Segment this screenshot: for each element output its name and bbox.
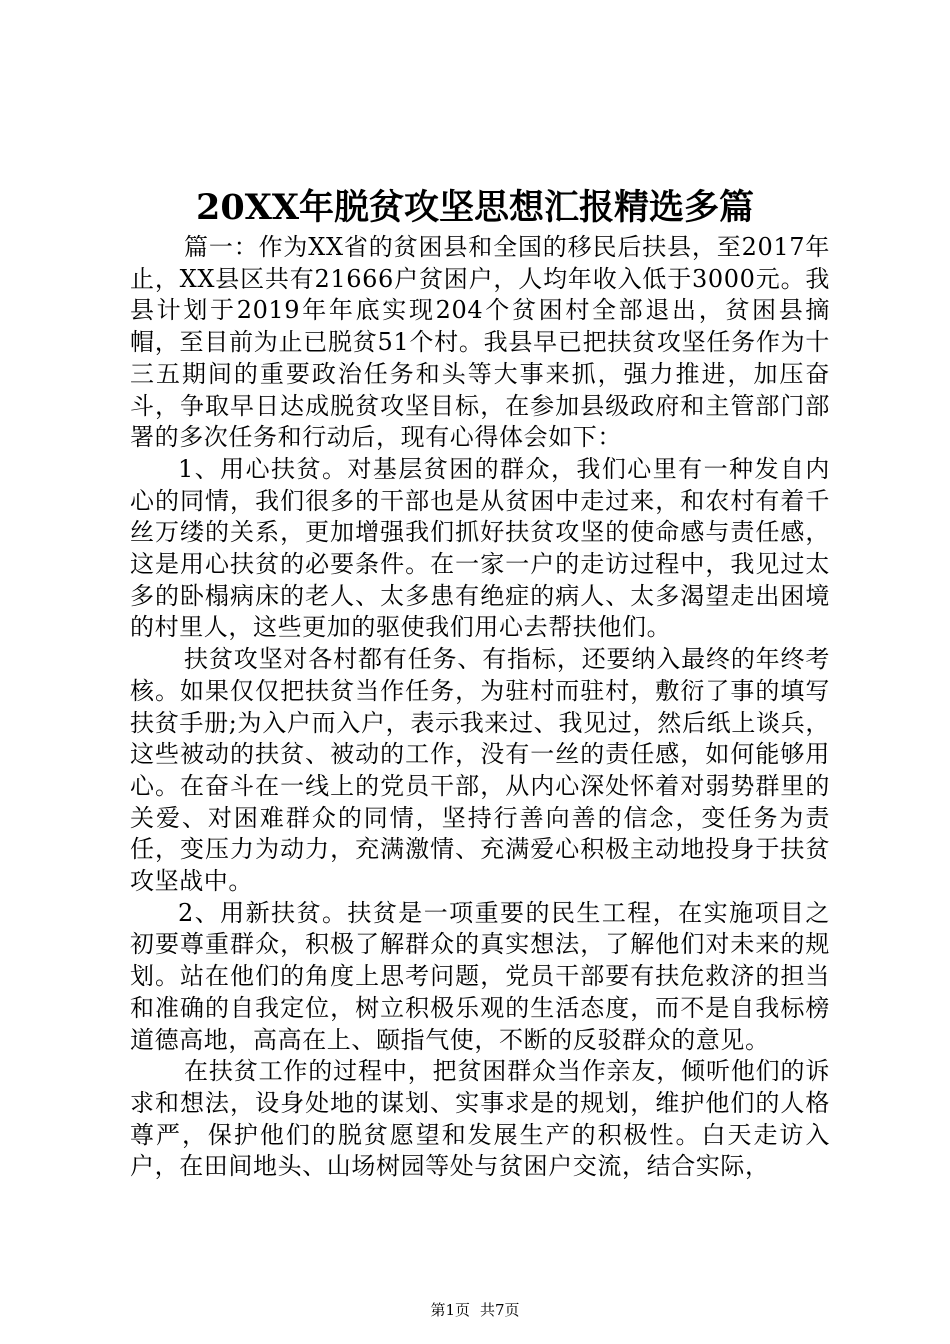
paragraph-point-2: 2、用新扶贫。扶贫是一项重要的民生工程，在实施项目之初要尊重群众，积极了解群众的真实想法，了解他们对未来的规划。站在他们的角度上思考问题，党员干部要有扶危救济的担当和准确的自我定位，树立积极乐观的生活态度，而不是自我标榜道德高地，高高在上、颐指气使，不断的反驳群众的意见。 [130, 898, 830, 1054]
document-title: 20XX年脱贫攻坚思想汇报精选多篇 [195, 187, 755, 228]
page-footer [0, 1300, 950, 1320]
document-body [130, 232, 830, 1183]
paragraph-intro: 篇一：作为XX省的贫困县和全国的移民后扶县，至2017年止，XX县区共有21666户贫困户，人均年收入低于3000元。我县计划于2019年年底实现204个贫困村全部退出，贫困县摘帽，至目前为止已脱贫51个村。我县早已把扶贫攻坚任务作为十三五期间的重要政治任务和头等大事来抓，强力推进，加压奋斗，争取早日达成脱贫攻坚目标，在参加县级政府和主管部门部署的多次任务和行动后，现有心得体会如下： [130, 233, 830, 452]
paragraph-process: 在扶贫工作的过程中，把贫困群众当作亲友，倾听他们的诉求和想法，设身处地的谋划、实事求是的规划，维护他们的人格尊严，保护他们的脱贫愿望和发展生产的积极性。白天走访入户，在田间地头、山场树园等处与贫困户交流，结合实际， [130, 1057, 830, 1181]
paragraph-assessment: 扶贫攻坚对各村都有任务、有指标，还要纳入最终的年终考核。如果仅仅把扶贫当作任务，为驻村而驻村，敷衍了事的填写扶贫手册;为入户而入户，表示我来过、我见过，然后纸上谈兵，这些被动的扶贫、被动的工作，没有一丝的责任感，如何能够用心。在奋斗在一线上的党员干部，从内心深处怀着对弱势群里的关爱、对困难群众的同情，坚持行善向善的信念，变任务为责任，变压力为动力，充满激情、充满爱心积极主动地投身于扶贫攻坚战中。 [130, 645, 830, 896]
paragraph-point-1: 1、用心扶贫。对基层贫困的群众，我们心里有一种发自内心的同情，我们很多的干部也是从贫困中走过来，和农村有着千丝万缕的关系，更加增强我们抓好扶贫攻坚的使命感与责任感，这是用心扶贫的必要条件。在一家一户的走访过程中，我见过太多的卧榻病床的老人、太多患有绝症的病人、太多渴望走出困境的村里人，这些更加的驱使我们用心去帮扶他们。 [130, 454, 830, 642]
page-number: 第1页 [430, 1301, 470, 1319]
page-total: 共7页 [480, 1301, 520, 1319]
